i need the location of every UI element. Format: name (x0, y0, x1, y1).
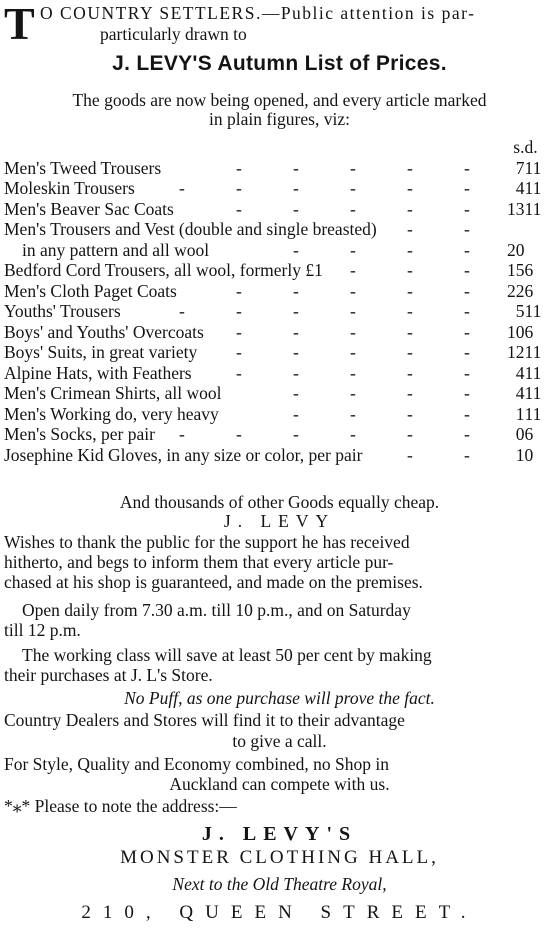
leader-dash: - (407, 383, 413, 403)
footer-street: 210, QUEEN STREET. (81, 902, 478, 923)
leader-dash: - (236, 342, 242, 362)
price-list-title: J. LEVY'S Autumn List of Prices. (112, 52, 447, 75)
leader-dash: - (293, 239, 299, 260)
price-row (4, 301, 555, 322)
leader-dash: - (350, 178, 356, 198)
opening-hours-line-2: till 12 p.m. (4, 620, 81, 640)
thousands-line: And thousands of other Goods equally cheap. (119, 492, 440, 512)
price-table (4, 137, 555, 465)
price-pence: 11 (524, 301, 542, 321)
leader-dash: - (350, 362, 356, 383)
intro-line-2: in plain figures, viz: (209, 109, 350, 129)
style-line-2: Auckland can compete with us. (169, 774, 390, 794)
leader-dash: - (464, 178, 470, 198)
dealers-line-2: to give a call. (232, 731, 327, 751)
price-table-header (4, 137, 555, 158)
leader-dash: - (407, 321, 413, 342)
leader-dash: - (236, 321, 242, 342)
working-class-line-1: The working class will save at least 50 per cent by making (22, 645, 432, 665)
pence-header: d. (524, 137, 538, 157)
leader-dash: - (350, 157, 356, 178)
price-pence: 11 (524, 178, 542, 198)
leader-dash: - (236, 301, 242, 321)
levy-name: J. LEVY (223, 511, 336, 531)
leader-dash: - (293, 280, 299, 301)
headline-line-1: O COUNTRY SETTLERS.—Public attention is par- (40, 3, 476, 23)
address-note (4, 796, 555, 816)
leader-dash: - (236, 362, 242, 383)
working-class-line-2: their purchases at J. L's Store. (4, 665, 213, 685)
price-row (4, 342, 555, 363)
leader-dash: - (464, 342, 470, 362)
style-line-1: For Style, Quality and Economy combined, no Shop in (4, 754, 389, 774)
thanks-line-1: Wishes to thank the public for the support he has received (4, 532, 410, 552)
opening-hours-line-1: Open daily from 7.30 a.m. till 10 p.m., and on Saturday (22, 600, 411, 620)
leader-dash: - (293, 301, 299, 321)
leader-dash: - (464, 157, 470, 178)
leader-dash: - (464, 239, 470, 260)
price-item-name: Men's Tweed Trousers (4, 157, 162, 178)
leader-dash: - (350, 383, 356, 403)
leader-dash: - (407, 219, 413, 239)
no-puff-line: No Puff, as one purchase will prove the fact. (124, 688, 435, 708)
leader-dash: - (350, 403, 356, 424)
leader-dash: - (293, 321, 299, 342)
price-row (4, 363, 555, 384)
price-pence: 11 (524, 383, 542, 403)
price-row (4, 445, 555, 466)
price-pence: 0 (524, 444, 534, 465)
leader-dash: - (407, 260, 413, 280)
leader-dash: - (293, 424, 299, 444)
thanks-line-3: chased at his shop is guaranteed, and made on the premises. (4, 572, 423, 592)
leader-dash: - (464, 424, 470, 444)
leader-dash: - (293, 157, 299, 178)
leader-dash: - (179, 301, 185, 321)
price-pence: 11 (524, 198, 542, 219)
leader-dash: - (350, 342, 356, 362)
price-item-name: Alpine Hats, with Feathers (4, 362, 192, 383)
leader-dash: - (407, 301, 413, 321)
leader-dash: - (350, 280, 356, 301)
leader-dash: - (464, 219, 470, 239)
thanks-line-2: hitherto, and begs to inform them that every article pur- (4, 552, 394, 572)
price-item-name: Boys' Suits, in great variety (4, 342, 198, 362)
price-item-name: Men's Socks, per pair (4, 424, 155, 444)
leader-dash: - (464, 383, 470, 403)
price-shillings: 4 (515, 362, 525, 383)
intro-line-1: The goods are now being opened, and every article marked (72, 90, 487, 110)
price-row (4, 199, 555, 220)
leader-dash: - (407, 424, 413, 444)
price-shillings (482, 219, 525, 240)
price-pence: 6 (524, 321, 534, 342)
headline-line-2: particularly drawn to (100, 24, 247, 44)
price-shillings: 1 (515, 403, 525, 424)
price-pence: 11 (524, 362, 542, 383)
price-shillings: 10 (506, 321, 525, 342)
leader-dash: - (350, 198, 356, 219)
price-shillings: 13 (506, 198, 525, 219)
price-item-name: Boys' and Youths' Overcoats (4, 321, 204, 342)
leader-dash: - (464, 403, 470, 424)
leader-dash: - (350, 424, 356, 444)
price-row (4, 219, 555, 240)
price-row (4, 260, 555, 281)
price-item-name: Men's Working do, very heavy (4, 403, 219, 424)
drop-cap-initial: T (4, 0, 35, 49)
leader-dash: - (236, 178, 242, 198)
leader-dash: - (464, 198, 470, 219)
price-shillings: 7 (515, 157, 525, 178)
price-shillings: 0 (515, 424, 525, 444)
leader-dash: - (350, 301, 356, 321)
leader-dash: - (293, 383, 299, 403)
price-item-name: Men's Beaver Sac Coats (4, 198, 174, 219)
price-shillings: 5 (515, 301, 525, 321)
price-shillings: 15 (506, 260, 525, 280)
footer-name: J. LEVY'S (201, 823, 358, 845)
leader-dash: - (407, 362, 413, 383)
price-pence (524, 219, 555, 240)
price-item-name: Youths' Trousers (4, 301, 121, 321)
leader-dash: - (407, 239, 413, 260)
price-shillings: 22 (506, 280, 525, 301)
price-shillings: 12 (506, 342, 525, 362)
price-item-name: Men's Trousers and Vest (double and single breasted) (4, 219, 377, 239)
price-shillings: 20 (506, 239, 525, 260)
leader-dash: - (350, 260, 356, 280)
leader-dash: - (179, 424, 185, 444)
price-item-name: Bedford Cord Trousers, all wool, formerly £1 (4, 260, 323, 280)
leader-dash: - (464, 301, 470, 321)
address-note-text: Please to note the address:— (34, 796, 237, 816)
leader-dash: - (293, 342, 299, 362)
leader-dash: - (407, 342, 413, 362)
price-row (4, 178, 555, 199)
price-row (4, 424, 555, 445)
leader-dash: - (464, 321, 470, 342)
footer-location: Next to the Old Theatre Royal, (172, 874, 387, 894)
leader-dash: - (236, 280, 242, 301)
price-row (4, 158, 555, 179)
leader-dash: - (350, 321, 356, 342)
price-row (4, 322, 555, 343)
footer-hall: MONSTER CLOTHING HALL, (120, 847, 439, 868)
shillings-header: s. (513, 137, 525, 157)
price-shillings: 1 (515, 444, 525, 465)
leader-dash: - (350, 239, 356, 260)
price-pence: 6 (524, 424, 534, 444)
leader-dash: - (407, 178, 413, 198)
price-item-name: Men's Crimean Shirts, all wool (4, 383, 222, 403)
price-item-name: Josephine Kid Gloves, in any size or color, per pair (4, 444, 363, 465)
leader-dash: - (464, 362, 470, 383)
price-shillings: 4 (515, 383, 525, 403)
leader-dash: - (179, 178, 185, 198)
price-item-name: Moleskin Trousers (4, 178, 135, 198)
price-pence: 6 (524, 260, 534, 280)
leader-dash: - (236, 424, 242, 444)
leader-dash: - (464, 280, 470, 301)
price-pence: 11 (524, 403, 542, 424)
asterism: *⁎* (4, 796, 31, 816)
price-item-name: Men's Cloth Paget Coats (4, 280, 177, 301)
price-row (4, 240, 555, 261)
leader-dash: - (293, 198, 299, 219)
price-item-name: in any pattern and all wool (22, 239, 210, 260)
leader-dash: - (293, 362, 299, 383)
price-pence: 11 (524, 157, 542, 178)
leader-dash: - (293, 403, 299, 424)
leader-dash: - (464, 444, 470, 465)
price-row (4, 383, 555, 404)
leader-dash: - (407, 198, 413, 219)
price-pence: 6 (524, 280, 534, 301)
dealers-line-1: Country Dealers and Stores will find it to their advantage (4, 710, 405, 730)
price-pence (524, 240, 555, 261)
leader-dash: - (407, 157, 413, 178)
leader-dash: - (293, 178, 299, 198)
leader-dash: - (236, 198, 242, 219)
leader-dash: - (407, 403, 413, 424)
leader-dash: - (407, 444, 413, 465)
price-row (4, 404, 555, 425)
leader-dash: - (464, 260, 470, 280)
leader-dash: - (236, 157, 242, 178)
price-row (4, 281, 555, 302)
leader-dash: - (407, 280, 413, 301)
price-shillings: 4 (515, 178, 525, 198)
price-pence: 11 (524, 342, 542, 362)
